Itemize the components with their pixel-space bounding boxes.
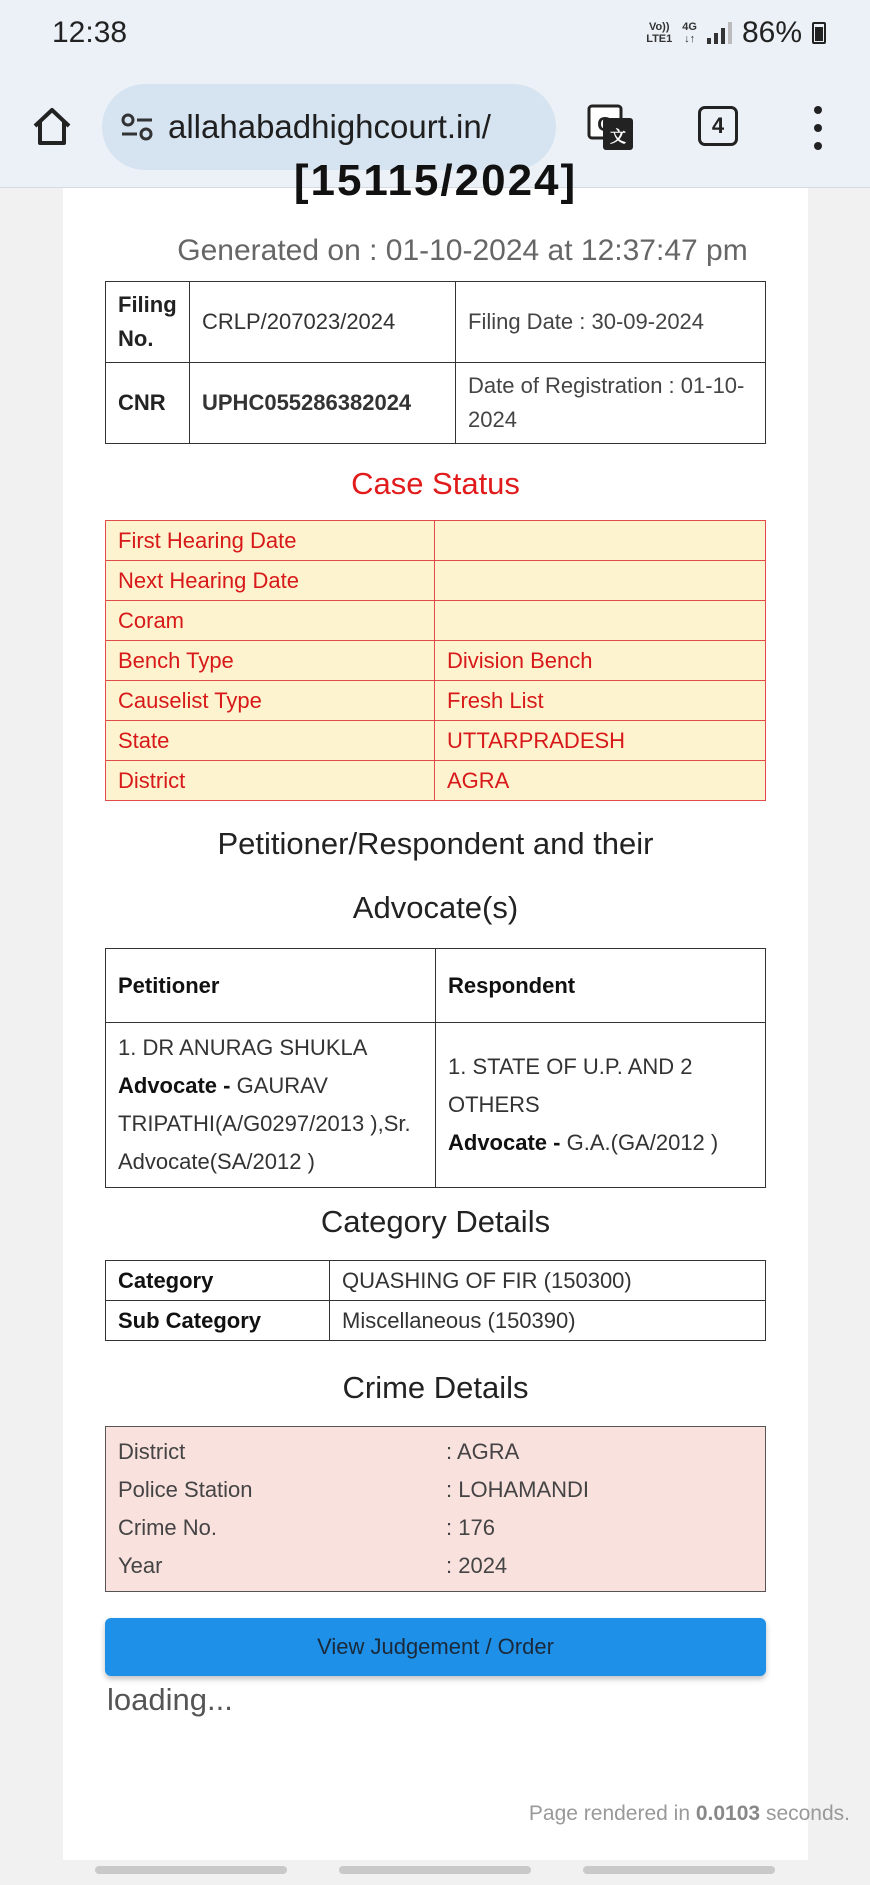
crime-label: Police Station bbox=[118, 1477, 253, 1502]
petitioner-name: 1. DR ANURAG SHUKLA bbox=[118, 1035, 368, 1060]
case-status-table bbox=[105, 520, 766, 801]
render-time-note: Page rendered in 0.0103 seconds. bbox=[528, 1802, 850, 1825]
url-text[interactable]: allahabadhighcourt.in/ bbox=[168, 108, 491, 145]
respondent-cell bbox=[436, 1023, 766, 1188]
svg-text:文: 文 bbox=[609, 129, 627, 146]
petitioner-advocate: GAURAV TRIPATHI(A/G0297/2013 ),Sr. Advocate(SA/2012 ) bbox=[118, 1073, 411, 1174]
loading-text: loading... bbox=[107, 1682, 233, 1717]
svg-text:G: G bbox=[597, 114, 613, 136]
generated-timestamp: Generated on : 01-10-2024 at 12:37:47 pm bbox=[177, 234, 748, 267]
page-content bbox=[63, 156, 808, 1860]
status-value bbox=[435, 521, 766, 561]
crime-title: Crime Details bbox=[342, 1370, 529, 1405]
table-row bbox=[106, 1023, 766, 1188]
sub-category-value: Miscellaneous (150390) bbox=[330, 1301, 766, 1341]
crime-value: : LOHAMANDI bbox=[446, 1477, 590, 1502]
table-row bbox=[106, 761, 766, 801]
translate-icon[interactable] bbox=[587, 104, 635, 152]
status-time: 12:38 bbox=[52, 16, 128, 49]
table-row bbox=[106, 721, 766, 761]
petitioner-header: Petitioner bbox=[106, 949, 436, 1023]
table-row bbox=[106, 601, 766, 641]
site-settings-icon[interactable] bbox=[120, 112, 154, 142]
respondent-header: Respondent bbox=[436, 949, 766, 1023]
battery-icon bbox=[812, 22, 826, 44]
status-label: Causelist Type bbox=[106, 681, 435, 721]
crime-label: Year bbox=[118, 1553, 163, 1578]
case-number-heading: [15115/2024] bbox=[293, 156, 578, 205]
table-row bbox=[106, 561, 766, 601]
status-value: Fresh List bbox=[435, 681, 766, 721]
status-label: Coram bbox=[106, 601, 435, 641]
category-table bbox=[105, 1260, 766, 1341]
status-value: AGRA bbox=[435, 761, 766, 801]
filing-info-table bbox=[105, 281, 766, 444]
status-label: State bbox=[106, 721, 435, 761]
crime-value: : 176 bbox=[446, 1515, 495, 1540]
table-row bbox=[106, 282, 766, 363]
table-row bbox=[106, 521, 766, 561]
list-item bbox=[118, 1509, 753, 1547]
home-icon[interactable] bbox=[30, 104, 74, 148]
status-value: Division Bench bbox=[435, 641, 766, 681]
status-value bbox=[435, 561, 766, 601]
view-judgement-button[interactable]: View Judgement / Order bbox=[105, 1618, 766, 1676]
crime-label: District bbox=[118, 1439, 186, 1464]
status-label: District bbox=[106, 761, 435, 801]
status-value bbox=[435, 601, 766, 641]
respondent-name: 1. STATE OF U.P. AND 2 OTHERS bbox=[448, 1054, 693, 1117]
tab-switcher-button[interactable]: 4 bbox=[698, 106, 738, 146]
crime-value: : AGRA bbox=[446, 1439, 520, 1464]
list-item bbox=[118, 1433, 753, 1471]
status-bar bbox=[0, 0, 870, 68]
more-menu-icon[interactable] bbox=[810, 106, 826, 150]
case-status-title: Case Status bbox=[351, 466, 520, 501]
crime-label: Crime No. bbox=[118, 1515, 218, 1540]
table-row bbox=[106, 681, 766, 721]
parties-title-line1: Petitioner/Respondent and their bbox=[217, 826, 654, 861]
list-item bbox=[118, 1471, 753, 1509]
render-time-value: 0.0103 bbox=[695, 1802, 761, 1825]
table-row bbox=[106, 641, 766, 681]
parties-title-line2: Advocate(s) bbox=[352, 890, 519, 925]
status-indicators bbox=[646, 16, 826, 50]
volte-indicator: Vo)) LTE1 bbox=[646, 21, 673, 45]
status-label: First Hearing Date bbox=[106, 521, 435, 561]
table-row bbox=[106, 1301, 766, 1341]
table-row bbox=[106, 1261, 766, 1301]
battery-percent: 86% bbox=[741, 16, 802, 49]
nav-handle-right bbox=[583, 1866, 775, 1874]
table-row bbox=[106, 949, 766, 1023]
petitioner-cell bbox=[106, 1023, 436, 1188]
advocate-label: Advocate - bbox=[118, 1073, 231, 1098]
list-item bbox=[118, 1547, 753, 1585]
registration-date: Date of Registration : 01-10-2024 bbox=[456, 363, 766, 444]
crime-value: : 2024 bbox=[446, 1553, 508, 1578]
category-label: Category bbox=[106, 1261, 330, 1301]
network-type-indicator: 4G ↓↑ bbox=[682, 21, 697, 45]
status-label: Next Hearing Date bbox=[106, 561, 435, 601]
filing-no-value: CRLP/207023/2024 bbox=[190, 282, 456, 363]
nav-handle-left bbox=[95, 1866, 287, 1874]
nav-handle-center[interactable] bbox=[339, 1866, 531, 1874]
cnr-label: CNR bbox=[106, 363, 190, 444]
status-value: UTTARPRADESH bbox=[435, 721, 766, 761]
advocate-label: Advocate - bbox=[448, 1130, 561, 1155]
category-value: QUASHING OF FIR (150300) bbox=[330, 1261, 766, 1301]
signal-icon bbox=[707, 22, 732, 44]
crime-details-box bbox=[105, 1426, 766, 1592]
table-row bbox=[106, 363, 766, 444]
cnr-value: UPHC055286382024 bbox=[190, 363, 456, 444]
filing-date: Filing Date : 30-09-2024 bbox=[456, 282, 766, 363]
filing-no-label: Filing No. bbox=[106, 282, 190, 363]
respondent-advocate: G.A.(GA/2012 ) bbox=[566, 1130, 719, 1155]
category-title: Category Details bbox=[320, 1204, 551, 1239]
status-label: Bench Type bbox=[106, 641, 435, 681]
parties-table bbox=[105, 948, 766, 1188]
sub-category-label: Sub Category bbox=[106, 1301, 330, 1341]
